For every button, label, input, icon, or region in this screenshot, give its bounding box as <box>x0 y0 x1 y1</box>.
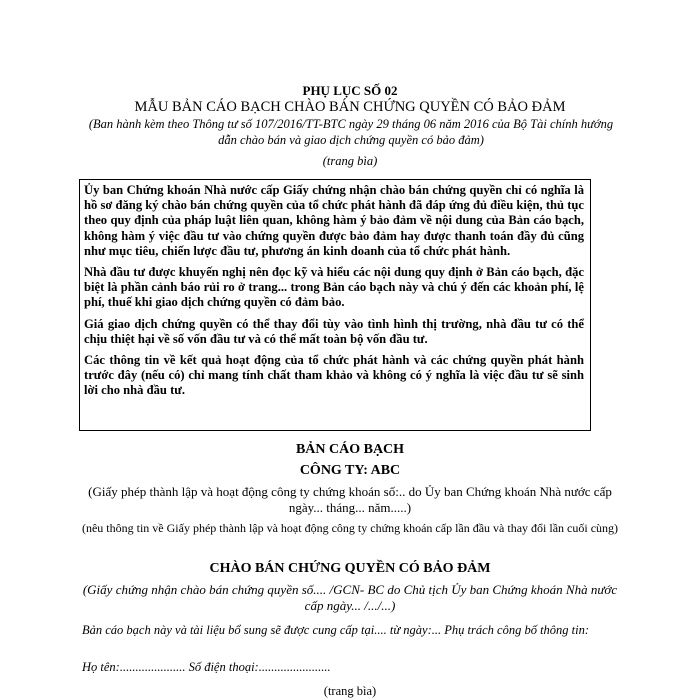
disclaimer-paragraph: Các thông tin về kết quả hoạt động của tổ chức phát hành và các chứng quyền phát hành trước đây (nếu có) chỉ mang tính chất tham khảo và không có ý nghĩa là việc đầu tư sẽ sinh lời cho nhà đầu tư. <box>84 353 584 398</box>
contact-line: Họ tên:..................... Số điện thoại:....................... <box>82 660 331 674</box>
disclaimer-box <box>79 179 591 431</box>
disclaimer-paragraph: Giá giao dịch chứng quyền có thể thay đổi tùy vào tình hình thị trường, nhà đầu tư có thể chịu thiệt hại về số vốn đầu tư và có thể mất toàn bộ vốn đầu tư. <box>84 316 584 346</box>
license-note: (nêu thông tin về Giấy phép thành lập và hoạt động công ty chứng khoán cấp lần đầu và thay đổi lần cuối cùng) <box>81 521 619 535</box>
appendix-heading: PHỤ LỤC SỐ 02 <box>302 83 398 98</box>
cover-page-note-top: (trang bìa) <box>322 154 378 168</box>
form-title: MẪU BẢN CÁO BẠCH CHÀO BÁN CHỨNG QUYỀN CÓ BẢO ĐẢM <box>134 99 566 115</box>
disclaimer-paragraph: Nhà đầu tư được khuyến nghị nên đọc kỹ và hiểu các nội dung quy định ở Bản cáo bạch, đặc biệt là phần cảnh báo rủi ro ở trang... trong Bản cáo bạch này và chú ý đến các khoản phí, lệ phí, thuế khi giao dịch chứng quyền có đảm bảo. <box>84 265 584 310</box>
issued-under-note: (Ban hành kèm theo Thông tư số 107/2016/TT-BTC ngày 29 tháng 06 năm 2016 của Bộ Tài chính hướng dẫn chào bán và giao dịch chứng quyền có bảo đảm) <box>88 117 614 147</box>
disclaimer-paragraph: Ủy ban Chứng khoán Nhà nước cấp Giấy chứng nhận chào bán chứng quyền chỉ có nghĩa là hồ sơ đăng ký chào bán chứng quyền của tổ chức phát hành đã đáp ứng đủ điều kiện, thủ tục theo quy định của pháp luật liên quan, không hàm ý bảo đảm về nội dung của Bản cáo bạch, không hàm ý việc đầu tư vào chứng quyền được bảo đảm hay được thanh toán đầy đủ cũng như mục tiêu, chiến lược đầu tư, phương án kinh doanh của tổ chức phát hành. <box>84 183 584 258</box>
certificate-info: (Giấy chứng nhận chào bán chứng quyền số.... /GCN- BC do Chủ tịch Ủy ban Chứng khoán Nhà nước cấp ngày... /.../...) <box>82 582 618 613</box>
company-name: CÔNG TY: ABC <box>299 463 401 478</box>
offer-title: CHÀO BÁN CHỨNG QUYỀN CÓ BẢO ĐẢM <box>209 561 491 576</box>
license-info: (Giấy phép thành lập và hoạt động công ty chứng khoán số:.. do Ủy ban Chứng khoán Nhà nước cấp ngày... tháng... năm.....) <box>88 484 612 515</box>
supplement-info: Bản cáo bạch này và tài liệu bổ sung sẽ được cung cấp tại.... từ ngày:... Phụ trách công bố thông tin: <box>82 623 590 637</box>
cover-page-note-bottom: (trang bìa) <box>323 684 377 698</box>
prospectus-title: BẢN CÁO BẠCH <box>295 442 405 457</box>
